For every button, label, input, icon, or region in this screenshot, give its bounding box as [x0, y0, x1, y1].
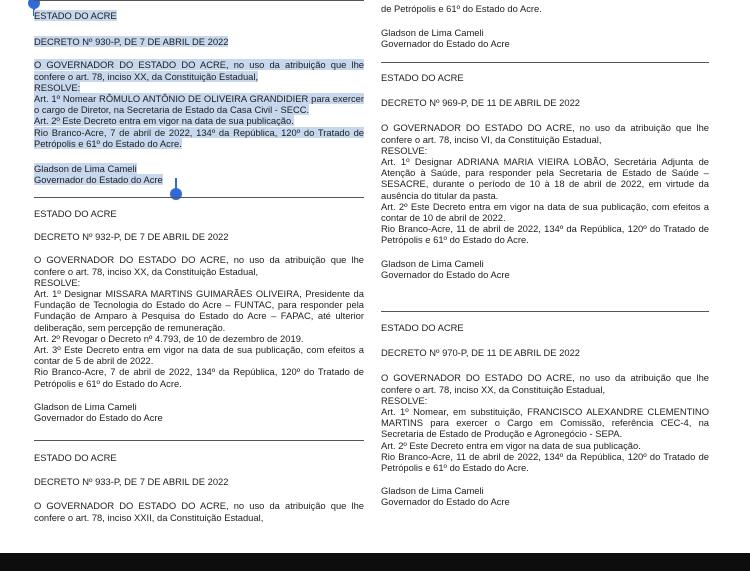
article-1: Art. 1º Designar ADRIANA MARIA VIEIRA LOBÃO, Secretária Adjunta de Atenção à Saúde, para responder pela Secretaria de Estado de Saúde – SESACRE, durante o período de 10 à 18 de abril de 2022, em virtude da ausência do titular da pasta.: [381, 156, 709, 201]
decree-separator: [381, 62, 709, 63]
article-2: Art. 2º Este Decreto entra em vigor na data de sua publicação.: [34, 115, 294, 127]
org-heading: ESTADO DO ACRE: [34, 208, 117, 219]
left-margin: [0, 0, 14, 553]
article-2: Art. 2º Este Decreto entra em vigor na data de sua publicação.: [381, 439, 641, 451]
right-margin: [736, 0, 750, 553]
signer-name: Gladson de Lima Cameli: [381, 485, 484, 497]
org-heading: ESTADO DO ACRE: [34, 10, 117, 21]
signer-role: Governador do Estado do Acre: [381, 496, 510, 508]
decree-title: DECRETO Nº 932-P, DE 7 DE ABRIL DE 2022: [34, 231, 229, 243]
previous-decree-end: [381, 3, 709, 50]
signer-role: Governador do Estado do Acre: [381, 268, 510, 280]
signer-role: Governador do Estado do Acre: [381, 38, 510, 50]
decree-separator: [34, 197, 364, 198]
decree-970: [381, 322, 709, 508]
decree-933: [34, 452, 364, 523]
article-1: Art. 1º Nomear RÔMULO ANTÔNIO DE OLIVEIRA GRANDIDIER para exercer o cargo de Diretor, na Secretaria de Estado da Casa Civil - SECC.: [34, 93, 364, 116]
signer-name: Gladson de Lima Cameli: [34, 163, 137, 175]
place-date-fragment: de Petrópolis e 61º do Estado do Acre.: [381, 3, 542, 14]
decree-930: [34, 10, 364, 185]
decree-969: [381, 72, 709, 280]
signer-name: Gladson de Lima Cameli: [34, 400, 137, 412]
bottom-bar: [0, 553, 750, 571]
decree-separator: [34, 440, 364, 441]
decree-preamble: O GOVERNADOR DO ESTADO DO ACRE, no uso da atribuição que lhe confere o art. 78, inciso VI, da Constituição Estadual,: [381, 122, 709, 145]
decree-title: DECRETO Nº 969-P, DE 11 DE ABRIL DE 2022: [381, 97, 580, 109]
resolve-label: RESOLVE:: [381, 144, 428, 156]
decree-preamble: O GOVERNADOR DO ESTADO DO ACRE, no uso da atribuição que lhe confere o art. 78, inciso XXII, da Constituição Estadual,: [34, 500, 364, 523]
signer-name: Gladson de Lima Cameli: [381, 257, 484, 269]
signer-name: Gladson de Lima Cameli: [381, 27, 484, 39]
org-heading: ESTADO DO ACRE: [34, 452, 117, 463]
article-2: Art. 2º Este Decreto entra em vigor na data de sua publicação, com efeitos a contar de 10 de abril de 2022.: [381, 200, 709, 224]
place-date: Rio Branco-Acre, 7 de abril de 2022, 134º da República, 120º do Tratado de Petrópolis e 61º do Estado do Acre.: [34, 366, 364, 389]
decree-title: DECRETO Nº 930-P, DE 7 DE ABRIL DE 2022: [34, 36, 229, 48]
resolve-label: RESOLVE:: [34, 81, 81, 93]
decree-preamble: O GOVERNADOR DO ESTADO DO ACRE, no uso da atribuição que lhe confere o art. 78, inciso XX, da Constituição Estadual,: [34, 254, 364, 277]
column-divider: [34, 0, 364, 1]
article-1: Art. 1º Designar MISSARA MARTINS GUIMARÃES OLIVEIRA, Presidente da Fundação de Tecnologia do Estado do Acre – FUNTAC, para responder pela Fundação de Amparo à Pesquisa do Estado do Acre – FAPAC, até ulterior deliberação, sem percepção de remuneração.: [34, 288, 364, 333]
selection-end-handle[interactable]: [170, 188, 182, 200]
org-heading: ESTADO DO ACRE: [381, 322, 464, 333]
decree-preamble: O GOVERNADOR DO ESTADO DO ACRE, no uso da atribuição que lhe confere o art. 78, inciso XX, da Constituição Estadual,: [34, 59, 364, 82]
org-heading: ESTADO DO ACRE: [381, 72, 464, 83]
decree-preamble: O GOVERNADOR DO ESTADO DO ACRE, no uso da atribuição que lhe confere o art. 78, inciso XX, da Constituição Estadual,: [381, 372, 709, 395]
decree-separator: [381, 311, 709, 312]
resolve-label: RESOLVE:: [34, 276, 81, 288]
decree-title: DECRETO Nº 970-P, DE 11 DE ABRIL DE 2022: [381, 347, 580, 359]
signer-role: Governador do Estado do Acre: [34, 174, 163, 186]
decree-932: [34, 208, 364, 423]
place-date: Rio Branco-Acre, 11 de abril de 2022, 134º da República, 120º do Tratado de Petrópolis e 61º do Estado do Acre.: [381, 223, 709, 246]
decree-title: DECRETO Nº 933-P, DE 7 DE ABRIL DE 2022: [34, 476, 229, 488]
article-1: Art. 1º Nomear, em substituição, FRANCISCO ALEXANDRE CLEMENTINO MARTINS para exercer o Cargo em Comissão, referência CEC-4, na Secretaria de Estado de Produção e Agronegócio - SEPA.: [381, 406, 709, 440]
article-3: Art. 3º Este Decreto entra em vigor na data de sua publicação, com efeitos a contar de 5 de abril de 2022.: [34, 344, 364, 367]
article-2: Art. 2º Revogar o Decreto nº 4.793, de 10 de dezembro de 2019.: [34, 332, 304, 344]
signer-role: Governador do Estado do Acre: [34, 412, 163, 424]
resolve-label: RESOLVE:: [381, 394, 428, 406]
place-date: Rio Branco-Acre, 11 de abril de 2022, 134º da República, 120º do Tratado de Petrópolis e 61º do Estado do Acre.: [381, 450, 709, 474]
place-date: Rio Branco-Acre, 7 de abril de 2022, 134º da República, 120º do Tratado de Petrópolis e 61º do Estado do Acre.: [34, 126, 364, 149]
